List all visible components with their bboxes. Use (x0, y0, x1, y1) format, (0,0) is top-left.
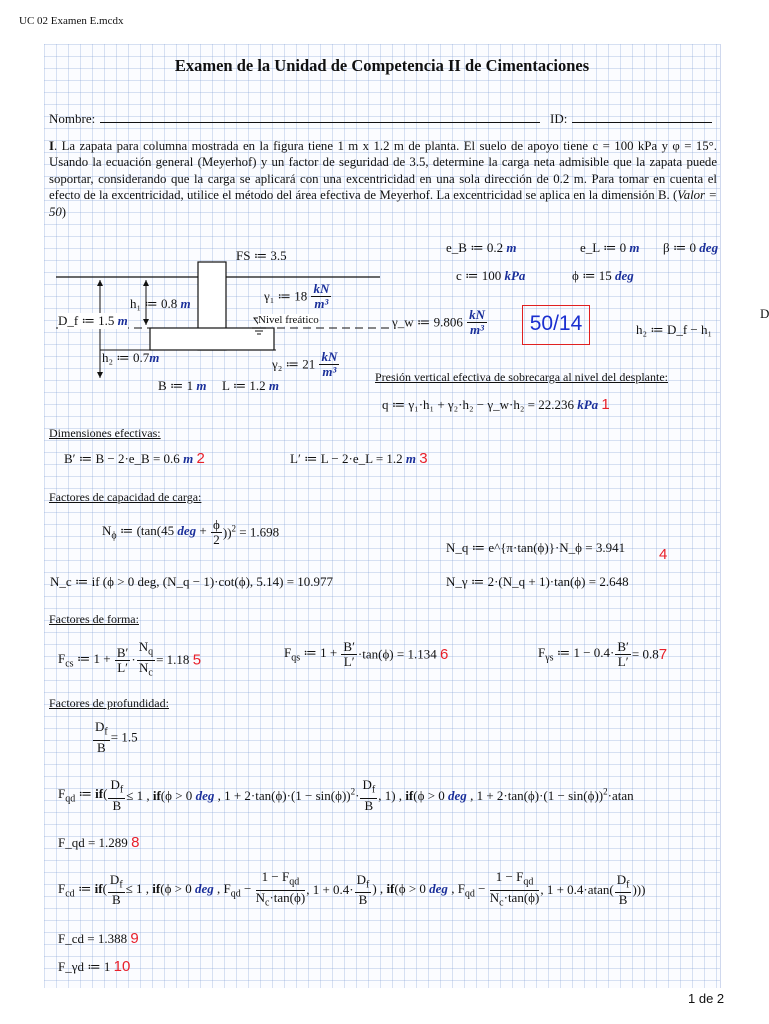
mark-6: 6 (439, 646, 449, 663)
nombre-line[interactable] (100, 122, 540, 123)
nombre-label: Nombre: (49, 111, 96, 126)
section-profundidad: Factores de profundidad: (49, 696, 169, 710)
section-capacidad: Factores de capacidad de carga: (49, 490, 202, 504)
gamma2-definition: γ₂ ≔ 21 $\frac{kN}{\text{m³}}$ (272, 349, 338, 379)
nphi-result: $N_\phi$ ≔ (tan(45 deg + $\frac{\phi}{2}$ ))$^2$ = 1.698 (102, 517, 280, 547)
nq-result: N_q ≔ e^{π·tan(ϕ)}·N_ϕ = 3.941 (446, 540, 626, 555)
mark-9: 9 (130, 930, 139, 947)
mark-2: 2 (196, 450, 205, 467)
fcd-formula: $F_{cd}$ ≔ if( $\frac{D_f}{B}$ ≤ 1 , if(ϕ > 0 deg , $F_{qd}$ − $\frac{1 - F_{qd}}{N_c\cdot\tan(\phi)}$ , 1 + 0.4· $\frac{D_f}{B}$ ) , if(ϕ > 0 deg , $F_{qd}$ − $\frac{1 - F_{qd}}{N_c\cdot\tan(\phi)}$ , 1 + 0.4·atan( $\frac{D_f}{B}$ ))) (58, 869, 646, 909)
mark-4: 4 (659, 546, 668, 563)
c-definition: c ≔ 100 kPa (456, 268, 526, 283)
mark-7: 7 (658, 646, 668, 663)
nc-result: N_c ≔ if (ϕ > 0 deg, (N_q − 1)·cot(ϕ), 5.14) = 10.977 (50, 574, 334, 589)
id-line[interactable] (572, 122, 712, 123)
fgs-result: $F_{\gamma s}$ ≔ 1 − 0.4· $\frac{B'}{L'}$ = 0.87 (538, 639, 668, 669)
grade-box: 50/14 (522, 305, 590, 345)
df-definition: D_f ≔ 1.5 m (58, 313, 128, 328)
fqd-result: F_qd = 1.289 8 (58, 834, 140, 851)
el-definition: e_L ≔ 0 m (580, 240, 640, 255)
problem-number: I (49, 139, 54, 153)
mark-1: 1 (601, 396, 610, 413)
q-result: q ≔ γ₁·h₁ + γ₂·h₂ − γ_w·h₂ = 22.236 kPa 1 (382, 396, 610, 413)
fcs-result: $F_{cs}$ ≔ 1 + $\frac{B'}{L'}$ · $\frac{N_q}{N_c}$ = 1.18 5 (58, 639, 202, 679)
beta-definition: β ≔ 0 deg (663, 240, 719, 255)
section-forma: Factores de forma: (49, 612, 139, 626)
mark-3: 3 (419, 450, 428, 467)
lprime-result: L′ ≔ L − 2·e_L = 1.2 m 3 (290, 450, 428, 467)
fs-definition: FS ≔ 3.5 (236, 248, 287, 263)
h1-definition: h₁ ≔ 0.8 m (130, 296, 191, 311)
problem-statement: I. La zapata para columna mostrada en la figura tiene 1 m x 1.2 m de planta. El suelo de apoyo tiene c = 100 kPa y φ = 15°. Usando la ecuación general (Meyerhof) y un factor de seguridad de 3.5, determine la carga neta admisible que la zapata puede soportar, considerando que la carga se aplicará con una excentricidad en una sola dirección de 0.2 m. Para tomar en cuenta el efecto de la excentricidad, utilice el método del área efectiva de Meyerhof. La excentricidad se aplica en la dimensión B. (Valor = 50) (49, 139, 717, 219)
l-definition: L ≔ 1.2 m (222, 378, 280, 393)
gamma1-definition: γ₁ ≔ 18 $\frac{kN}{\text{m³}}$ (264, 281, 330, 311)
bprime-result: B′ ≔ B − 2·e_B = 0.6 m 2 (64, 450, 205, 467)
fcd-result: F_cd = 1.388 9 (58, 930, 139, 947)
page-number: 1 de 2 (688, 991, 725, 1006)
mark-5: 5 (192, 651, 202, 669)
mark-8: 8 (131, 834, 140, 851)
fgd-result: F_γd ≔ 1 10 (58, 958, 131, 975)
gamma-w-definition: γ_w ≔ 9.806 $\frac{kN}{\text{m³}}$ (392, 307, 485, 337)
ngamma-result: N_γ ≔ 2·(N_q + 1)·tan(ϕ) = 2.648 (446, 574, 629, 589)
h2-equation: h₂ ≔ D_f − h₁ (636, 322, 713, 337)
student-form (49, 111, 95, 127)
phi-definition: ϕ ≔ 15 deg (572, 268, 634, 283)
section-dimensiones: Dimensiones efectivas: (49, 426, 161, 440)
id-label: ID: (550, 111, 568, 126)
h2-definition: h₂ ≔ 0.7m (102, 350, 160, 365)
fqs-result: $F_{qs}$ ≔ 1 + $\frac{B'}{L'}$ ·tan(ϕ) = 1.134 6 (284, 639, 449, 669)
section-presion: Presión vertical efectiva de sobrecarga al nivel del desplante: (375, 370, 668, 384)
exam-title: Examen de la Unidad de Competencia II de Cimentaciones (174, 56, 590, 75)
cut-off-text: D (760, 306, 769, 321)
eb-definition: e_B ≔ 0.2 m (446, 240, 517, 255)
mark-10: 10 (113, 958, 131, 975)
water-table-label: Nivel freático (258, 314, 319, 326)
fqd-formula: $F_{qd}$ ≔ if( $\frac{D_f}{B}$ ≤ 1 , if(ϕ > 0 deg , $1 + 2\cdot\tan(\phi)\cdot(1 - \sin(\phi))^2\cdot$ $\frac{D_f}{B}$ , 1) , if(ϕ > 0 deg , $1 + 2\cdot\tan(\phi)\cdot(1 - \sin(\phi))^2\cdot atan$ (58, 777, 634, 813)
file-name: UC 02 Examen E.mcdx (19, 15, 124, 27)
df-over-b: $\frac{D_f}{B}$ = 1.5 (95, 719, 138, 755)
b-definition: B ≔ 1 m (158, 378, 207, 393)
